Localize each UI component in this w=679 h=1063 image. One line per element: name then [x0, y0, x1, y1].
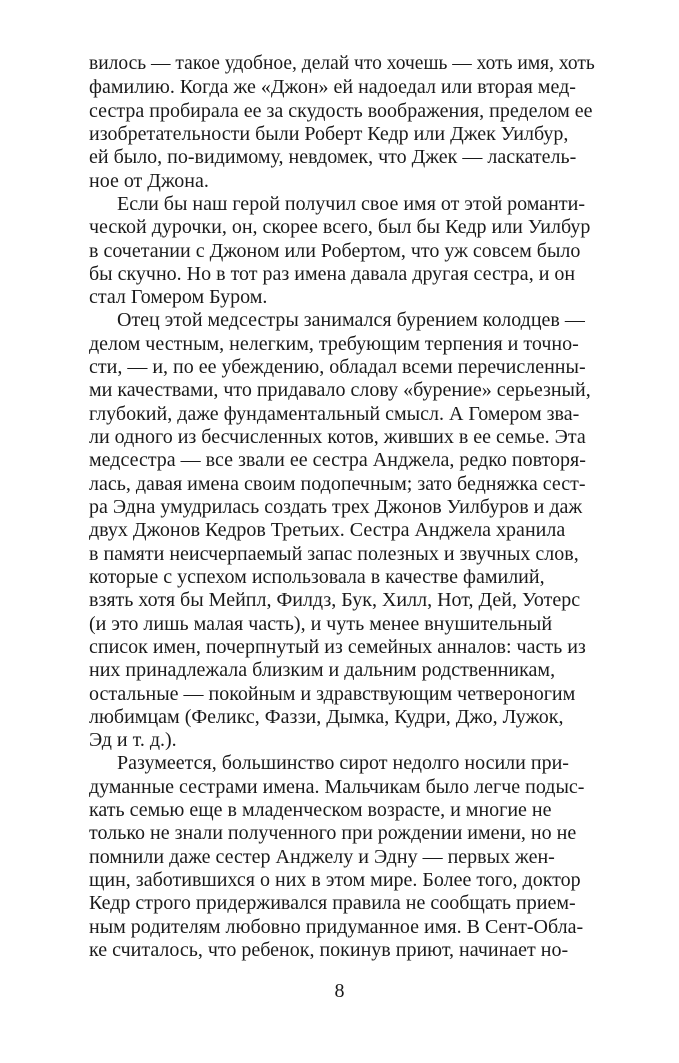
text-line: бы скучно. Но в тот раз имена давала другая сестра, и он: [89, 262, 576, 285]
text-line: только не знали полученного при рождении имени, но не: [89, 822, 577, 845]
text-line: которые с успехом использовала в качестве фамилий,: [89, 565, 545, 588]
text-line: думанные сестрами имена. Мальчикам было легче подыс-: [89, 775, 585, 798]
text-line: взять хотя бы Мейпл, Филдз, Бук, Хилл, Нот, Дей, Уотерс: [89, 589, 581, 612]
text-line: щин, заботившихся о них в этом мире. Более того, доктор: [89, 869, 581, 892]
text-line: вилось — такое удобное, делай что хочешь — хоть имя, хоть: [89, 53, 595, 74]
text-line: любимцам (Феликс, Фаззи, Дымка, Кудри, Джо, Лужок,: [89, 705, 564, 728]
text-line: остальные — покойным и здравствующим четвероногим: [89, 682, 576, 705]
text-line: делом честным, нелегким, требующим терпения и точно-: [89, 332, 579, 355]
text-line: ей было, по-видимому, невдомек, что Джек — ласкатель-: [89, 146, 577, 169]
text-line: глубокий, даже фундаментальный смысл. А Гомером зва-: [89, 402, 580, 425]
text-line: Кедр строго придерживался правила не сообщать прием-: [89, 892, 576, 915]
text-line: (и это лишь малая часть), и чуть менее внушительный: [89, 612, 553, 635]
text-line: стал Гомером Буром.: [89, 286, 268, 309]
text-line: ческой дурочки, он, скорее всего, был бы Кедр или Уилбур: [89, 216, 591, 239]
text-line: в памяти неисчерпаемый запас полезных и звучных слов,: [89, 542, 579, 565]
page-number: 8: [334, 980, 345, 1002]
text-line: помнили даже сестер Анджелу и Эдну — первых жен-: [89, 845, 555, 868]
text-line: Эд и т. д.).: [89, 729, 177, 752]
text-line: сти, — и, по ее убеждению, обладал всеми перечисленны-: [89, 356, 586, 379]
text-line: ное от Джона.: [89, 169, 209, 192]
text-line: медсестра — все звали ее сестра Анджела, редко повторя-: [89, 449, 586, 472]
text-line: фамилию. Когда же «Джон» ей надоедал или вторая мед-: [89, 76, 576, 99]
paragraph-first-line: Разумеется, большинство сирот недолго носили при-: [117, 752, 569, 775]
text-line: ли одного из бесчисленных котов, живших в ее семье. Эта: [89, 426, 586, 449]
text-line: ке считалось, что ребенок, покинув приют, начинает но-: [89, 939, 569, 961]
text-line: ным родителям любовно придуманное имя. В Сент-Обла-: [89, 915, 584, 938]
text-line: изобретательности были Роберт Кедр или Джек Уилбур,: [89, 122, 569, 145]
text-line: в сочетании с Джоном или Робертом, что уж совсем было: [89, 239, 581, 262]
text-line: ми качествами, что придавало слову «бурение» серьезный,: [89, 379, 591, 402]
paragraph-first-line: Отец этой медсестры занимался бурением колодцев —: [117, 309, 585, 332]
text-line: них принадлежала близким и дальним родственникам,: [89, 659, 556, 682]
paragraph-first-line: Если бы наш герой получил свое имя от этой романти-: [117, 192, 585, 215]
text-line: лась, давая имена своим подопечным; зато бедняжка сест-: [89, 472, 586, 495]
text-line: ра Эдна умудрилась создать трех Джонов Уилбуров и даж: [89, 496, 583, 518]
text-line: кать семью еще в младенческом возрасте, и многие не: [89, 799, 552, 822]
text-line: список имен, почерпнутый из семейных анналов: часть из: [89, 635, 586, 658]
text-line: сестра пробирала ее за скудость воображения, пределом ее: [89, 99, 593, 122]
text-line: двух Джонов Кедров Третьих. Сестра Анджела хранила: [89, 519, 566, 542]
